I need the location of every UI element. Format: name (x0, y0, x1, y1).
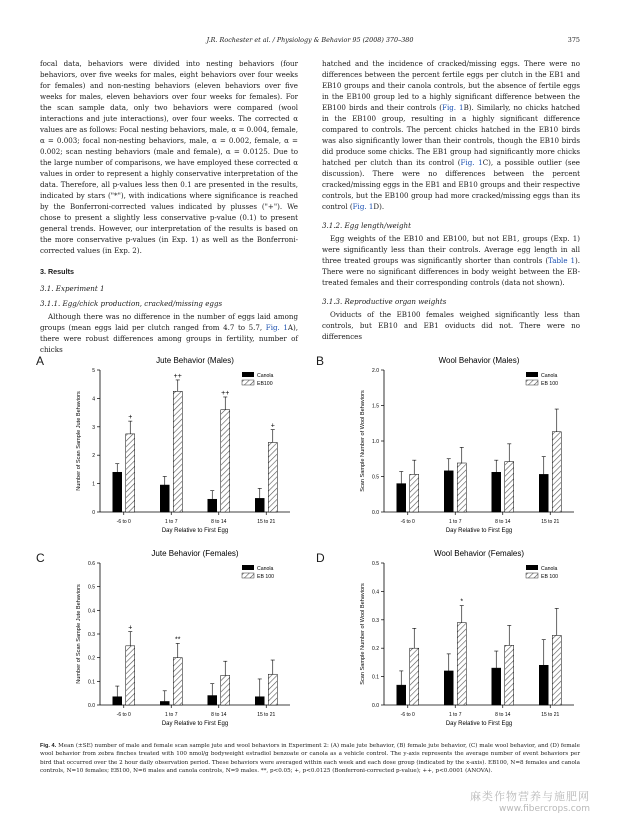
y-tick-label: 0.1 (88, 679, 95, 686)
y-tick-label: 0.5 (88, 584, 95, 591)
bar-eb100 (552, 432, 561, 512)
bar-canola (160, 701, 169, 705)
bar-eb100 (126, 434, 135, 512)
paragraph: focal data, behaviors were divided into nesting behaviors (four behaviors, over five weeks for males, eight behaviors over four weeks for females) and non-nesting behaviors (eleven behaviors over five weeks for males, eleven behaviors over four weeks for females). For the scan sample data, only two behaviors were compared (wool interactions and jute interactions), over four weeks. The corrected α values are as follows: Focal nesting behaviors, male, α = 0.004, female, α = 0.003; focal non-nesting behaviors, male, α = 0.002, female, α = 0.002; scan nesting behaviors (male and female), α = 0.0125. Due to the large number of comparisons, we have employed these corrected α values in order to represent a highly conservative interpretation of the data. Therefore, all p-values less then 0.1 are presented in the results, indicated by stars ("*"), with indications where significance is reached by the Bonferroni-corrected values indicated by plusses ("+"). We chose to present a slightly less conservative p-value (0.1) to present general trends. However, our interpretation of the results is based on the more conservative p-values (in Exp. 1) as well as the Bonferroni-corrected values (in Exp. 2). (40, 59, 298, 255)
bar-eb100 (268, 442, 277, 512)
bar-eb100 (410, 648, 419, 705)
legend-label: Canola (257, 566, 274, 572)
bar-eb100 (552, 635, 561, 705)
y-tick-label: 1 (92, 481, 95, 488)
page-number: 375 (567, 36, 580, 44)
figure-caption (40, 742, 580, 776)
x-tick-label: 15 to 21 (257, 519, 276, 525)
y-tick-label: 0.3 (88, 632, 95, 638)
bar-eb100 (457, 623, 466, 705)
subsubsection-heading: 3.1.2. Egg length/weight (322, 221, 411, 230)
watermark-text: 麻类作物营养与施肥网 (470, 790, 590, 803)
table-link[interactable]: Table 1 (548, 256, 575, 265)
subsubsection-heading: 3.1.3. Reproductive organ weights (322, 297, 447, 306)
bar-eb100 (505, 645, 514, 705)
legend-swatch-eb100 (242, 380, 254, 385)
x-axis-label: Day Relative to First Egg (445, 528, 513, 534)
y-tick-label: 4 (92, 396, 95, 403)
y-tick-label: 3 (92, 424, 95, 431)
legend-label: Canola (257, 373, 274, 379)
watermark-url: www.fibercrops.com (499, 804, 590, 814)
bar-eb100 (410, 474, 419, 512)
chart-panel-c (28, 545, 318, 740)
bar-canola (444, 471, 453, 512)
chart-panel-d (312, 545, 602, 740)
y-tick-label: 0.6 (88, 561, 95, 567)
y-tick-label: 0.5 (372, 474, 379, 481)
x-tick-label: 8 to 14 (495, 519, 511, 525)
x-tick-label: -6 to 0 (400, 519, 415, 525)
subsubsection-heading: 3.1.1. Egg/chick production, cracked/missing eggs (40, 299, 223, 308)
x-tick-label: 1 to 7 (164, 519, 178, 525)
x-tick-label: -6 to 0 (116, 519, 131, 525)
y-tick-label: 0.4 (88, 608, 95, 615)
bar-canola (397, 484, 406, 512)
legend-swatch-canola (526, 372, 538, 377)
figure-link[interactable]: Fig. 1 (352, 202, 374, 211)
x-axis-label: Day Relative to First Egg (445, 721, 513, 727)
significance-marker: + (128, 624, 133, 632)
x-tick-label: 15 to 21 (257, 712, 276, 718)
bar-canola (255, 697, 264, 705)
legend-label: Canola (541, 373, 558, 379)
legend-label: Canola (541, 566, 558, 572)
legend-swatch-canola (526, 565, 538, 570)
x-tick-label: 8 to 14 (211, 519, 227, 525)
figure-link[interactable]: Fig. 1 (265, 323, 288, 332)
bar-chart (28, 352, 318, 547)
bar-canola (539, 474, 548, 512)
bar-chart (28, 545, 318, 740)
x-tick-label: 1 to 7 (164, 712, 178, 718)
legend-label: EB100 (257, 381, 273, 387)
paragraph: Although there was no difference in the number of eggs laid among groups (mean eggs laid per clutch ranged from 4.7 to 5.7, Fig. 1A), there were robust differences among groups in fertility, number of chicks (40, 312, 298, 354)
paragraph: hatched and the incidence of cracked/missing eggs. There were no differences between the percent fertile eggs per clutch in the EB1 and EB10 groups and their canola controls, but the absence of fertile eggs in the EB100 group led to a highly significant difference between the EB100 birds and their controls (Fig. 1B). Similarly, no chicks hatched in the EB100 group, resulting in a highly significant difference compared to controls. The percent chicks hatched in the EB10 birds was also significantly lower than their controls, though the EB10 birds did produce some chicks. The EB1 group had significantly more chicks hatched per clutch than its control (Fig. 1C), a possible outlier (see discussion). There were no differences between the percent cracked/missing eggs in the EB1 and EB10 groups and their respective controls, but the EB100 group had more cracked/missing eggs than its control (Fig. 1D). (322, 59, 580, 211)
watermark (450, 788, 590, 814)
subsection-heading: 3.1. Experiment 1 (40, 284, 105, 293)
y-tick-label: 0.4 (372, 589, 379, 596)
bar-canola (492, 472, 501, 512)
caption-text: Mean (±SE) number of male and female scan sample jute and wool behaviors in Experiment 2: (A) male jute behavior, (B) female jute behavior, (C) male wool behavior, and (D) female wool behavior from zebra finches treated with 100 nmol/g bodyweight estradiol benzoate or canola as a vehicle control. The y-axis represents the average number of event behaviors per bird that occurred over the 2 hour daily observation period. These behaviors were averaged within each week and each dose group (indicated by the x-axis). EB100, N=8 females and canola controls, N=10 females; EB100, N=6 males and canola controls, N=9 males. **, p<0.05; +, p<0.0125 (Bonferroni-corrected p-value); ++, p<0.0001 (ANOVA). (40, 743, 580, 775)
significance-marker: ** (175, 636, 181, 644)
paragraph: Oviducts of the EB100 females weighed significantly less than controls, but EB10 and EB1 oviducts did not. There were no differences (322, 310, 580, 341)
bar-canola (208, 499, 217, 512)
y-axis-label: Scan Sample Number of Wool Behaviors (360, 390, 366, 492)
bar-canola (160, 485, 169, 512)
y-tick-label: 0.0 (372, 510, 379, 516)
panel-letter: C (36, 551, 45, 565)
x-tick-label: 15 to 21 (541, 712, 560, 718)
caption-label: Fig. 4. (40, 743, 57, 749)
chart-title: Jute Behavior (Males) (156, 356, 234, 365)
significance-marker: ++ (173, 372, 182, 380)
bar-eb100 (126, 646, 135, 705)
y-axis-label: Scan Sample Number of Wool Behaviors (360, 583, 366, 685)
y-tick-label: 5 (92, 368, 95, 374)
y-tick-label: 0.2 (372, 646, 379, 653)
y-tick-label: 0.2 (88, 655, 95, 662)
y-tick-label: 1.0 (372, 439, 379, 445)
bar-chart (312, 545, 602, 740)
legend-label: EB 100 (257, 574, 275, 580)
bar-eb100 (457, 463, 466, 512)
bar-canola (444, 671, 453, 705)
figure-link[interactable]: Fig. 1 (460, 158, 483, 167)
panel-letter: A (36, 354, 45, 368)
legend-swatch-eb100 (526, 380, 538, 385)
x-tick-label: 15 to 21 (541, 519, 560, 525)
x-tick-label: 1 to 7 (448, 519, 462, 525)
x-tick-label: 1 to 7 (448, 712, 462, 718)
y-tick-label: 0.5 (372, 561, 379, 567)
x-axis-label: Day Relative to First Egg (161, 528, 229, 534)
significance-marker: + (128, 414, 133, 422)
bar-chart (312, 352, 602, 547)
legend-swatch-eb100 (526, 573, 538, 578)
x-axis-label: Day Relative to First Egg (161, 721, 229, 727)
figure-link[interactable]: Fig. 1 (442, 103, 464, 112)
bar-eb100 (221, 410, 230, 512)
right-column (322, 58, 580, 342)
bar-canola (492, 668, 501, 705)
x-tick-label: 8 to 14 (495, 712, 511, 718)
significance-marker: ++ (221, 389, 230, 397)
x-tick-label: 8 to 14 (211, 712, 227, 718)
y-axis-label: Number of Scan Sample Jute Behaviors (76, 584, 82, 684)
bar-canola (255, 498, 264, 512)
bar-eb100 (268, 674, 277, 705)
significance-marker: * (460, 598, 464, 606)
chart-title: Wool Behavior (Females) (433, 549, 525, 558)
legend-label: EB 100 (541, 381, 559, 387)
bar-eb100 (173, 658, 182, 705)
bar-canola (113, 472, 122, 512)
bar-canola (539, 665, 548, 705)
bar-eb100 (173, 391, 182, 512)
x-tick-label: -6 to 0 (400, 712, 415, 718)
legend-swatch-canola (242, 372, 254, 377)
y-tick-label: 2.0 (372, 368, 379, 374)
paragraph: Egg weights of the EB10 and EB100, but not EB1, groups (Exp. 1) were significantly less than their controls. Average egg length in all three treated groups was significantly shorter than controls (Table 1). There were no significant differences in body weight between the EB-treated females and their corresponding controls (data not shown). (322, 234, 580, 287)
panel-letter: D (316, 551, 325, 565)
left-column (40, 58, 298, 355)
bar-canola (397, 685, 406, 705)
y-tick-label: 1.5 (372, 403, 379, 410)
bar-canola (113, 697, 122, 705)
y-tick-label: 0.0 (88, 703, 95, 709)
legend-swatch-eb100 (242, 573, 254, 578)
significance-marker: + (270, 422, 275, 430)
chart-panel-b (312, 352, 602, 547)
y-tick-label: 0.1 (372, 674, 379, 681)
y-tick-label: 0 (92, 510, 95, 516)
bar-eb100 (221, 675, 230, 705)
legend-label: EB 100 (541, 574, 559, 580)
bar-canola (208, 696, 217, 705)
running-head: J.R. Rochester et al. / Physiology & Behavior 95 (2008) 370–380 (206, 36, 414, 44)
y-tick-label: 2 (92, 453, 95, 460)
chart-title: Wool Behavior (Males) (438, 356, 520, 365)
legend-swatch-canola (242, 565, 254, 570)
chart-panel-a (28, 352, 318, 547)
y-tick-label: 0.3 (372, 617, 379, 624)
chart-title: Jute Behavior (Females) (151, 549, 239, 558)
x-tick-label: -6 to 0 (116, 712, 131, 718)
y-axis-label: Number of Scan Sample Jute Behaviors (76, 391, 82, 491)
section-heading: 3. Results (40, 267, 74, 276)
y-tick-label: 0.0 (372, 703, 379, 709)
bar-eb100 (505, 462, 514, 512)
panel-letter: B (316, 354, 325, 368)
